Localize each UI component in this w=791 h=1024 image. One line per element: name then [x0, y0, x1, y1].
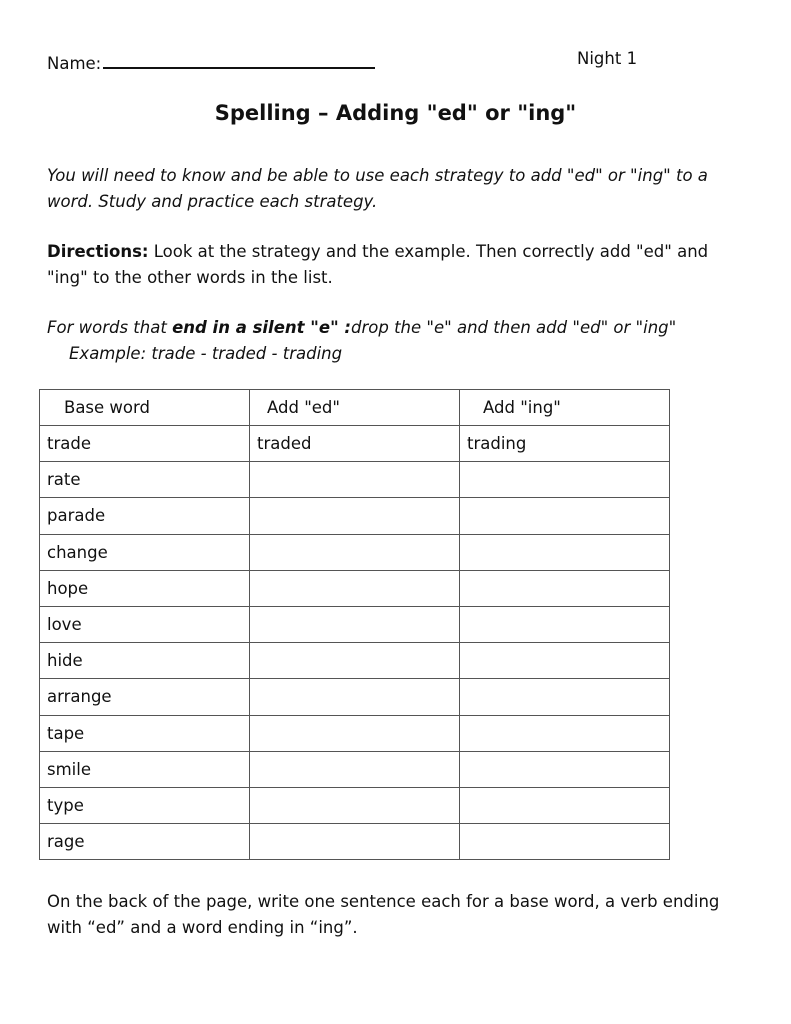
intro-paragraph: You will need to know and be able to use each strategy to add "ed" or "ing" to a word. Study and practice each strategy. — [47, 166, 708, 211]
directions-label: Directions: — [47, 242, 149, 261]
base-word-cell: hope — [40, 570, 250, 606]
ed-cell[interactable]: traded — [250, 426, 460, 462]
ed-cell[interactable] — [250, 751, 460, 787]
table-row — [40, 787, 670, 823]
strategy-rule-bold: end in a silent "e" : — [172, 318, 352, 337]
table-row — [40, 824, 670, 860]
ed-cell[interactable] — [250, 534, 460, 570]
strategy-suffix: drop the "e" and then add "ed" or "ing" — [351, 318, 677, 337]
ed-cell[interactable] — [250, 462, 460, 498]
ed-cell[interactable] — [250, 643, 460, 679]
ing-cell[interactable] — [460, 715, 670, 751]
ing-cell[interactable] — [460, 570, 670, 606]
base-word-cell: hide — [40, 643, 250, 679]
table-row — [40, 606, 670, 642]
ing-cell[interactable] — [460, 643, 670, 679]
ing-cell[interactable] — [460, 606, 670, 642]
night-label: Night 1 — [577, 49, 638, 68]
base-word-cell: arrange — [40, 679, 250, 715]
base-word-cell: love — [40, 606, 250, 642]
ed-cell[interactable] — [250, 787, 460, 823]
table-header-row — [40, 390, 670, 426]
table-row — [40, 498, 670, 534]
footer-instructions: On the back of the page, write one sentence each for a base word, a verb ending with “ed” and a word ending in “ing”. — [47, 892, 720, 937]
ed-cell[interactable] — [250, 570, 460, 606]
table-row — [40, 426, 670, 462]
ed-cell[interactable] — [250, 606, 460, 642]
table-row — [40, 570, 670, 606]
ing-cell[interactable] — [460, 498, 670, 534]
ed-cell[interactable] — [250, 498, 460, 534]
name-blank-line[interactable] — [103, 49, 375, 69]
spelling-table — [39, 389, 670, 860]
ing-cell[interactable] — [460, 751, 670, 787]
base-word-cell: type — [40, 787, 250, 823]
name-label: Name: — [47, 54, 102, 73]
table-row — [40, 715, 670, 751]
directions-text: Look at the strategy and the example. Then correctly add "ed" and "ing" to the other words in the list. — [47, 242, 709, 287]
strategy-prefix: For words that — [47, 318, 173, 337]
table-row — [40, 751, 670, 787]
base-word-cell: smile — [40, 751, 250, 787]
table-row — [40, 679, 670, 715]
base-word-cell: rage — [40, 824, 250, 860]
ed-cell[interactable] — [250, 715, 460, 751]
ing-cell[interactable]: trading — [460, 426, 670, 462]
ing-cell[interactable] — [460, 462, 670, 498]
header-add-ed: Add "ed" — [250, 390, 460, 426]
ing-cell[interactable] — [460, 787, 670, 823]
page-title: Spelling – Adding "ed" or "ing" — [214, 101, 577, 125]
table-row — [40, 643, 670, 679]
table-row — [40, 462, 670, 498]
ing-cell[interactable] — [460, 679, 670, 715]
base-word-cell: rate — [40, 462, 250, 498]
base-word-cell: trade — [40, 426, 250, 462]
ed-cell[interactable] — [250, 824, 460, 860]
ing-cell[interactable] — [460, 534, 670, 570]
directions-paragraph — [47, 239, 747, 290]
table-row — [40, 534, 670, 570]
header-add-ing: Add "ing" — [460, 390, 670, 426]
base-word-cell: change — [40, 534, 250, 570]
base-word-cell: tape — [40, 715, 250, 751]
base-word-cell: parade — [40, 498, 250, 534]
ed-cell[interactable] — [250, 679, 460, 715]
strategy-example: Example: trade - traded - trading — [69, 344, 343, 363]
header-base-word: Base word — [40, 390, 250, 426]
ing-cell[interactable] — [460, 824, 670, 860]
name-field — [47, 49, 375, 73]
strategy-rule — [47, 315, 747, 341]
